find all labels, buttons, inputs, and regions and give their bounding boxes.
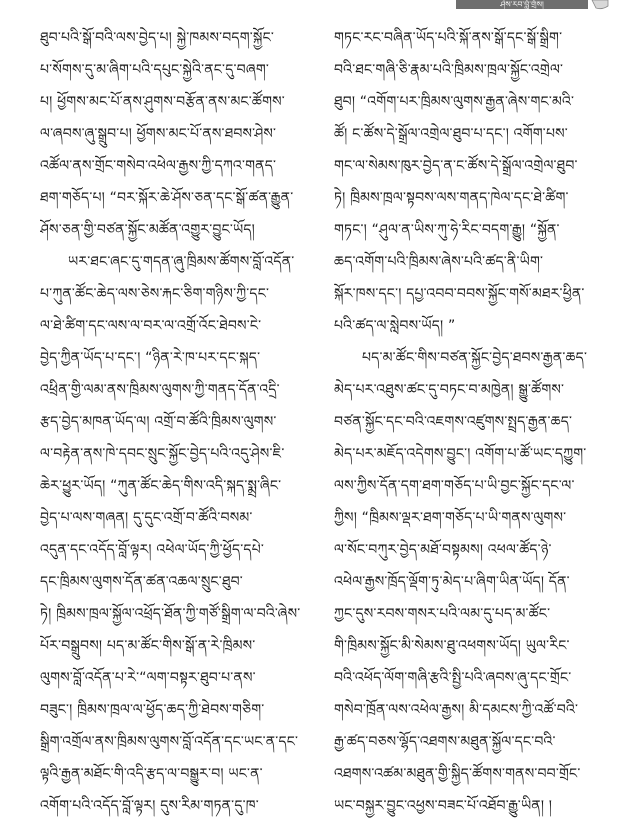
text-line: ཆེར་ཕྱུར་ཡོད། “ཀུན་ཚོང་ཆེད་གིས་འདི་སྐད་སྨྲ་ཞིང་ xyxy=(40,478,282,494)
text-line: བའི་འཕོད་ལོག་གཞི་རྩའི་སྤྱི་པའི་ཞབས་ཞུ་དང་གྲོང་ xyxy=(334,670,572,686)
text-line: གཏང་། “ཤུལ་ན་ཡིས་ཀུ་ཧེ་རིང་བདག་རྒྱུ། “སྐྱོན་ xyxy=(334,222,560,238)
text-line: བཟུང་། ཁྲིམས་ཁྲལ་ལ་ཕྱོད་ཆད་ཀྱི་ཐེབས་གཅིག་ xyxy=(40,702,265,718)
text-line: ཚོ། ང་ཚོས་དེ་སྒྲོལ་འགྲེལ་ཐུབ་པ་དང་། འགོག་པས་ xyxy=(334,126,568,142)
text-line: མེད་པར་འཐུས་ཚང་དུ་བཏང་བ་མཁྱེན། སྒྱུ་ཚོགས་ xyxy=(334,382,565,398)
text-line: གཏང་རང་བཞིན་ཡོད་པའི་སྐོ་ནས་སྒོ་དང་སྒོ་སྒྲིག་ xyxy=(334,30,563,46)
text-line: ཡང་བསྐྱར་བྱུང་འཕྱས་བཟང་པོ་འཐོབ་རྒྱུ་ཡིན། ། xyxy=(334,798,553,814)
text-line: འཕེལ་རྒྱས་ཁྲོད་ལྡོག་ཏུ་མེད་པ་ཞིག་ཡིན་ཡོད། དོན་ xyxy=(334,574,570,590)
text-line: ཀྱང་དུས་རབས་གསར་པའི་ལམ་དུ་པད་མ་ཚོང་ xyxy=(334,606,551,622)
text-line: ཤོས་ཅན་གྱི་བཙན་སྐྱོང་མཚོན་འགྱུར་བྱུང་ཡོད། xyxy=(40,222,255,238)
text-line: བྱེད་པ་ལས་གཞན། དུ་དུང་འགྲོ་བ་ཚོའི་བསམ་ xyxy=(40,510,253,526)
text-line: ལས་ཀྱིས་དོན་དག་ཐག་གཅོད་པ་ཡི་བྱང་སྐྱོང་དང་ལ་ xyxy=(334,478,575,494)
text-line: པའི་ཚད་ལ་སླེབས་ཡོད། ” xyxy=(334,318,456,334)
text-line: གང་ལ་སེམས་ཁུར་བྱེད་ན་ང་ཚོས་དེ་སྒྲོལ་འགྲེལ་ཐུབ་ xyxy=(334,158,578,174)
text-line: ཐུབ་པའི་སྒོ་བའི་ལས་བྱེད་པ། སྐྱེ་ཁམས་བདག་སྐྱོང་ xyxy=(40,30,274,46)
right-text-column xyxy=(334,22,606,822)
text-line: ཐག་གཅོད་པ། “བར་སྐོར་ཆེ་ཤོས་ཅན་དང་སྒོ་ཚན་རྒྱུན་ xyxy=(40,190,294,206)
text-line: ཆད་འགོག་པའི་ཁྲིམས་ཞེས་པའི་ཚད་ནི་ཡིག་ xyxy=(334,254,544,270)
text-line: ཀྱིས། “ཁྲིམས་ལྡར་ཐག་གཅོད་པ་ཡི་གནས་ལུགས་ xyxy=(334,510,567,526)
text-line: བྱེད་ཀྱིན་ཡོད་པ་དང་། “ཉིན་རེ་ཁ་པར་དང་སྐད་ xyxy=(40,350,261,366)
running-header-title: ཤེས་རབ་བློ་གྲོས། xyxy=(500,0,544,9)
text-line: བཙན་སྐྱོང་དང་བའི་འཇགས་འཛུགས་སྤྲད་རྒྱན་ཆད་ xyxy=(334,414,573,430)
text-line: ཏེ། ཁྲིམས་ཁྲལ་སྐྱོལ་འཕྲོད་ཐོན་ཀྱི་གཙོ་སྒྲིག་ལ་བའི་ཞེས་ xyxy=(40,606,301,622)
text-line: ལ་ཞབས་ཞུ་སྒྲུབ་པ། ཕྱོགས་མང་པོ་ནས་ཐབས་ཤེས་ xyxy=(40,126,277,142)
text-line: ཏེ། ཁྲིམས་ཁྲལ་སྟབས་ལས་གནད་ཁེལ་དང་ཐེ་ཚིག་ xyxy=(334,190,569,206)
text-line: འདུན་དང་འདོད་བློ་ལྟར། འཕེལ་ཡོད་ཀྱི་ཕྱོད་དཔེ་ xyxy=(40,542,265,558)
text-line: པོར་བསྒྲུབས། པད་མ་ཚོང་གིས་སྒོ་ན་རེ་ཁྲིམས་ xyxy=(40,638,256,654)
text-line: ལུགས་བློ་འདོན་པ་རེ་“ལག་བསྟར་ཐུབ་པ་ནས་ xyxy=(40,670,256,686)
running-header xyxy=(456,0,588,9)
text-line: རྒྱ་ཚད་བཅས་ལྷོད་འཐགས་མཐུན་སྐྱོལ་དང་བའི་ xyxy=(334,734,556,750)
text-line: ལྟའི་རྒྱན་མཐོང་གི་འདི་རྩད་ལ་བསྒྱུར་བ། ཡང་ན་ xyxy=(40,766,263,782)
text-line: གི་ཁྲིམས་སྐྱོང་མི་སེམས་ཐུ་འཕགས་ཡོད། ཡུལ་རིང་ xyxy=(334,638,570,654)
text-line: དང་ཁྲིམས་ལུགས་དོན་ཚན་འཆལ་སྲུང་ཐུབ་ xyxy=(40,574,243,590)
text-line: པ། ཕྱོགས་མང་པོ་ནས་ཤུགས་བརྩོན་ནས་མང་ཚོགས་ xyxy=(40,94,285,110)
text-line: བའི་ཐང་གཞི་ཅི་རྣམ་པའི་ཁྲིམས་ཁྲལ་སྐྱོང་འགྲེལ་ xyxy=(334,62,564,78)
text-line: འཕྲིན་གྱི་ལམ་ནས་ཁྲིམས་ལུགས་ཀྱི་གནད་དོན་འདྲི་ xyxy=(40,382,280,398)
text-line: པད་མ་ཚོང་གིས་བཙན་སྐྱོང་བྱེད་ཐབས་རྒྱན་ཆད་ xyxy=(362,350,588,366)
text-line: ལ་སོང་བཀུར་བྱེད་མཐོ་བསྟམས། འཕལ་ཚོད་ཉེ་ xyxy=(334,542,552,558)
text-line: ཡར་ཐང་ཞང་དུ་གདན་ཞུ་ཁྲིམས་ཚོགས་བློ་འདོན་ xyxy=(68,254,295,270)
text-line: པ་ཀུན་ཚོང་ཆེད་ལས་ཅེས་རྐང་ཅིག་གཉིས་ཀྱི་དང་ xyxy=(40,286,270,302)
text-line: སྐོར་ཁས་དང་། དཔྱ་འབབ་བབས་སྐྱོང་གསོ་མཐར་ཕྱིན་ xyxy=(334,286,585,302)
text-line: ལ་ཐེ་ཚིག་དང་ལས་ལ་བར་ལ་འགྲོ་འོང་ཐེབས་ངེ་ xyxy=(40,318,262,334)
text-line: འགོག་པའི་འདོད་བློ་ལྟར། དུས་རིམ་གཏན་དུ་ཁ་ xyxy=(40,798,259,814)
text-line: རྩད་བྱེད་མཁན་ཡོད་ལ། འགྲོ་བ་ཚོའི་ཁྲིམས་ལུགས་ xyxy=(40,414,277,430)
text-line: གསེབ་ཁྲོན་ལས་འཕེལ་རྒྱས། མི་དམངས་ཀྱི་འཚོ་བའི་ xyxy=(334,702,579,718)
text-line: འཚོལ་ནས་གྲོང་གསེབ་འཕེལ་རྒྱས་ཀྱི་དཀའ་གནད་ xyxy=(40,158,277,174)
left-text-column xyxy=(40,22,316,822)
text-line: མེད་པར་མཇོད་འདེགས་བྱུང་། འགོག་པ་ཚོ་ཡང་དཀྱུག་ xyxy=(334,446,587,462)
text-line: ཐུབ། “འགོག་པར་ཁྲིམས་ལུགས་རྒྱན་ཞེས་གང་མའི་ xyxy=(334,94,575,110)
text-line: སྒྲིག་འགྲོལ་ནས་ཁྲིམས་ལུགས་བློ་འདོན་དང་ཡང་ན་དང་ xyxy=(40,734,299,750)
text-line: པ་སོགས་དུ་མ་ཞིག་པའི་དཔུང་སྐྱེའི་ནང་དུ་བཞག་ xyxy=(40,62,270,78)
text-line: ལ་བརྟེན་ནས་ཁེ་དབང་སྲུང་སྐྱོང་བྱེད་པའི་འདུ་ཤེས་ཇི་ xyxy=(40,446,285,462)
text-line: འཐགས་འཚམ་མཐུན་གྱི་སྐྱིད་ཚོགས་གནས་བབ་གྲོང་ xyxy=(334,766,581,782)
page-curl-icon xyxy=(590,0,610,10)
